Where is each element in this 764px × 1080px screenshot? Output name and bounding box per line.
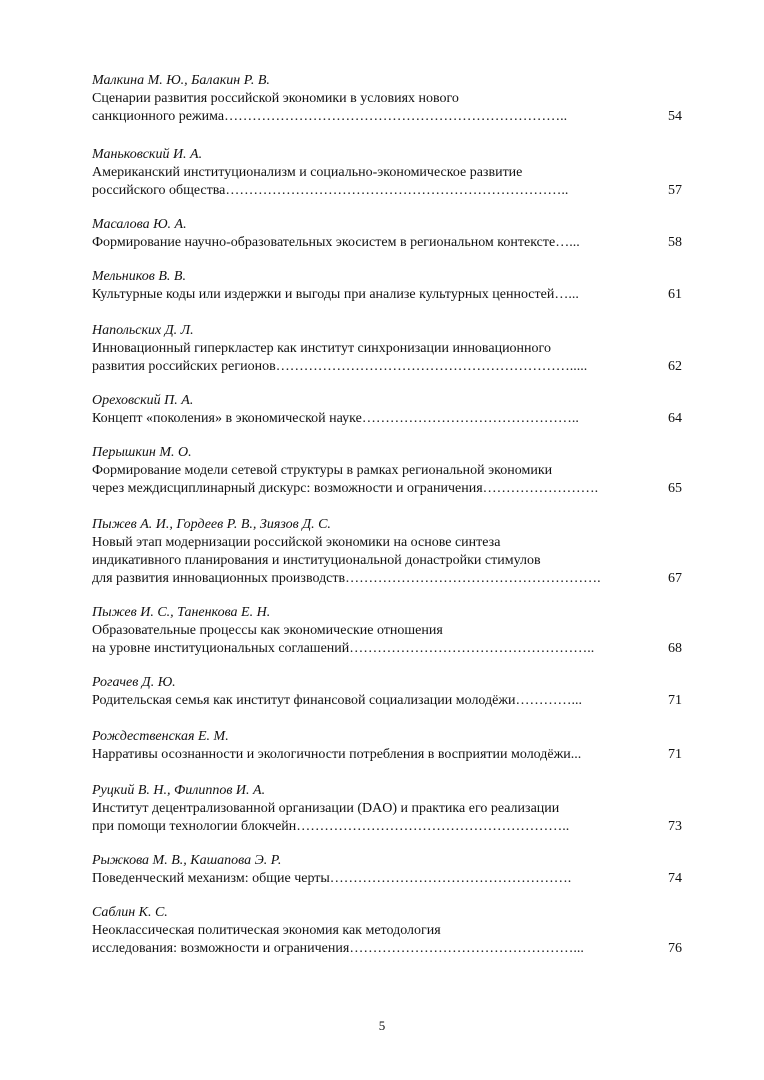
entry-title (92, 286, 636, 304)
entry-author: Маньковский И. А. (92, 147, 203, 162)
entry-title-line (92, 340, 636, 358)
entry-title-text: санкционного режима (92, 109, 225, 124)
entry-author: Пыжев И. С., Таненкова Е. Н. (92, 605, 271, 620)
entry-title-text: Американский институционализм и социально-экономическое развитие (92, 165, 523, 180)
entry-title-text: Культурные коды или издержки и выгоды при анализе культурных ценностей (92, 287, 555, 302)
entry-page-number: 57 (668, 183, 682, 198)
toc-entry (92, 444, 682, 498)
entry-title-line (92, 182, 636, 200)
entry-title-line (92, 870, 636, 888)
toc-entry (92, 322, 682, 376)
entry-title-text: Сценарии развития российской экономики в условиях нового (92, 91, 459, 106)
dot-leader: …………………………………………... (349, 941, 584, 956)
entry-page-number: 73 (668, 819, 682, 834)
entry-title-text: для развития инновационных производств (92, 571, 346, 586)
entry-author: Саблин К. С. (92, 905, 168, 920)
entry-title (92, 922, 636, 958)
entry-author: Масалова Ю. А. (92, 217, 187, 232)
dot-leader: ……………………………………………………………….. (224, 109, 568, 124)
entry-title-line (92, 164, 636, 182)
dot-leader: …………………………………………….. (349, 641, 595, 656)
entry-title-text: Концепт «поколения» в экономической науке (92, 411, 362, 426)
dot-leader: ……………………………………………………………….. (225, 183, 569, 198)
entry-author: Руцкий В. Н., Филиппов И. А. (92, 783, 266, 798)
entry-title-line (92, 234, 636, 252)
entry-author: Напольских Д. Л. (92, 323, 194, 338)
entry-author: Перышкин М. О. (92, 445, 192, 460)
toc-entry (92, 728, 682, 764)
entry-title-text: развития российских регионов (92, 359, 276, 374)
entry-title-text: Родительская семья как институт финансовой социализации молодёжи (92, 693, 516, 708)
entry-title (92, 410, 636, 428)
dot-leader: …... (554, 287, 579, 302)
entry-title-line (92, 818, 636, 836)
entry-title-text: Нарративы осознанности и экологичности потребления в восприятии молодёжи (92, 747, 571, 762)
entry-title-line (92, 410, 636, 428)
entry-title-text: Формирование модели сетевой структуры в рамках региональной экономики (92, 463, 553, 478)
entry-title-line (92, 922, 636, 940)
entry-page-number: 71 (668, 747, 682, 762)
entry-title-text: российского общества (92, 183, 226, 198)
entry-title (92, 746, 636, 764)
entry-title (92, 622, 636, 658)
toc-entry (92, 604, 682, 658)
entry-title-line (92, 940, 636, 958)
entry-page-number: 64 (668, 411, 682, 426)
entry-title-text: Формирование научно-образовательных экосистем в региональном контексте (92, 235, 556, 250)
entry-page-number: 65 (668, 481, 682, 496)
entry-title (92, 692, 636, 710)
entry-author: Пыжев А. И., Гордеев Р. В., Зиязов Д. С. (92, 517, 331, 532)
entry-page-number: 76 (668, 941, 682, 956)
dot-leader: ………………………………………………. (345, 571, 601, 586)
entry-page-number: 71 (668, 693, 682, 708)
entry-page-number: 54 (668, 109, 682, 124)
entry-title (92, 870, 636, 888)
toc-entry (92, 72, 682, 126)
toc-entry (92, 904, 682, 958)
dot-leader: ……………………………………….. (361, 411, 579, 426)
entry-title-line (92, 692, 636, 710)
toc-entry (92, 268, 682, 304)
dot-leader: …………... (515, 693, 583, 708)
entry-author: Малкина М. Ю., Балакин Р. В. (92, 73, 270, 88)
dot-leader: ……………………………………………. (329, 871, 572, 886)
entry-title-line (92, 622, 636, 640)
entry-title-text: Инновационный гиперкластер как институт синхронизации инновационного (92, 341, 551, 356)
entry-author: Рыжкова М. В., Кашапова Э. Р. (92, 853, 282, 868)
entry-title-line (92, 800, 636, 818)
entry-title-line (92, 90, 636, 108)
entry-title (92, 90, 636, 126)
entry-title (92, 164, 636, 200)
entry-page-number: 67 (668, 571, 682, 586)
entry-title-text: исследования: возможности и ограничения (92, 941, 350, 956)
entry-title-text: на уровне институциональных соглашений (92, 641, 350, 656)
entry-title (92, 800, 636, 836)
page-number: 5 (378, 1018, 386, 1033)
toc-entry (92, 782, 682, 836)
entry-title-line (92, 570, 636, 588)
entry-title-text: через междисциплинарный дискурс: возможности и ограничения (92, 481, 483, 496)
entry-author: Рождественская Е. М. (92, 729, 229, 744)
entry-title-line (92, 286, 636, 304)
entry-title-line (92, 358, 636, 376)
entry-page-number: 62 (668, 359, 682, 374)
entry-title (92, 534, 636, 588)
entry-title-line (92, 552, 636, 570)
toc-entry (92, 146, 682, 200)
toc-entry (92, 674, 682, 710)
entry-title-line (92, 108, 636, 126)
entry-author: Рогачев Д. Ю. (92, 675, 176, 690)
dot-leader: ... (570, 747, 582, 762)
entry-author: Ореховский П. А. (92, 393, 194, 408)
entry-author: Мельников В. В. (92, 269, 186, 284)
entry-title-text: Институт децентрализованной организации (DAO) и практика его реализации (92, 801, 560, 816)
toc-entry (92, 392, 682, 428)
entry-page-number: 74 (668, 871, 682, 886)
toc-entry (92, 216, 682, 252)
dot-leader: ………………………………………………………..... (275, 359, 588, 374)
toc-entry (92, 516, 682, 588)
entry-page-number: 61 (668, 287, 682, 302)
entry-page-number: 68 (668, 641, 682, 656)
entry-title (92, 340, 636, 376)
entry-title-text: Поведенческий механизм: общие черты (92, 871, 330, 886)
entry-page-number: 58 (668, 235, 682, 250)
entry-title-line (92, 534, 636, 552)
entry-title-line (92, 640, 636, 658)
entry-title-text: Неоклассическая политическая экономия как методология (92, 923, 441, 938)
dot-leader: ……………………. (482, 481, 599, 496)
dot-leader: ………………………………………………….. (296, 819, 570, 834)
entry-title-line (92, 746, 636, 764)
dot-leader: …... (555, 235, 580, 250)
entry-title-line (92, 462, 636, 480)
toc-entry (92, 852, 682, 888)
entry-title-text: при помощи технологии блокчейн (92, 819, 297, 834)
entry-title-text: Образовательные процессы как экономические отношения (92, 623, 443, 638)
entry-title-text: Новый этап модернизации российской экономики на основе синтеза (92, 535, 501, 550)
entry-title (92, 462, 636, 498)
entry-title (92, 234, 636, 252)
entry-title-line (92, 480, 636, 498)
entry-title-text: индикативного планирования и институциональной донастройки стимулов (92, 553, 541, 568)
